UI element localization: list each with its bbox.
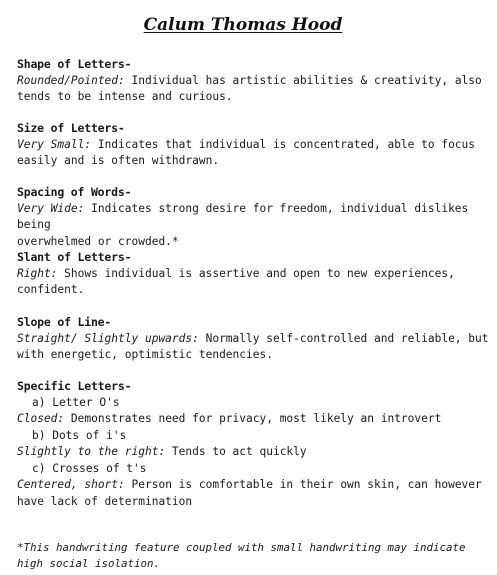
section-body (17, 73, 489, 90)
sub-item-label: b) Dots of i's (32, 428, 127, 442)
sub-item-body (17, 411, 489, 428)
section-text: Indicates that individual is concentrated, able to focus (91, 137, 476, 151)
sub-item-text: Tends to act quickly (165, 445, 307, 458)
section-text-cont: tends to be intense and curious. (17, 90, 233, 103)
section-term: Very Small: (17, 137, 92, 151)
sub-item-text-cont: have lack of determination (17, 494, 193, 508)
sub-item-term: Closed: (17, 412, 65, 425)
section-text-cont: easily and is often withdrawn. (17, 154, 220, 167)
section-slant-of-letters (17, 249, 489, 299)
page-title: Calum Thomas Hood (143, 15, 343, 35)
section-text: Individual has artistic abilities & creativity, also (124, 73, 482, 87)
sub-item-text: Person is comfortable in their own skin, can however (124, 478, 482, 491)
section-term: Right: (17, 266, 58, 280)
section-heading: Shape of Letters- (17, 57, 132, 71)
section-specific-letters (17, 378, 489, 510)
section-text: Indicates strong desire for freedom, individual dislikes being (17, 201, 469, 231)
section-body (17, 137, 489, 154)
section-term: Straight/ Slightly upwards: (17, 331, 199, 345)
section-text: Shows individual is assertive and open to new experiences, (57, 266, 455, 280)
section-term: Very Wide: (17, 201, 85, 215)
section-text-cont: overwhelmed or crowded.* (17, 234, 179, 248)
section-body (17, 201, 489, 234)
sub-item-term: Centered, short: (17, 478, 125, 491)
section-text: Normally self-controlled and reliable, but (198, 331, 489, 345)
sub-item-body (17, 477, 489, 494)
section-heading: Specific Letters- (17, 379, 132, 393)
sub-item-label: a) Letter O's (32, 395, 120, 409)
footnote-line: *This handwriting feature coupled with small handwriting may indicate (17, 541, 466, 554)
section-heading: Slant of Letters- (17, 250, 132, 264)
section-spacing-of-words (17, 184, 489, 250)
section-term: Rounded/Pointed: (17, 73, 125, 87)
section-heading: Slope of Line- (17, 315, 112, 329)
section-heading: Size of Letters- (17, 121, 125, 135)
section-text-cont: confident. (17, 283, 85, 296)
sub-item-body (17, 444, 489, 461)
section-body (17, 266, 489, 283)
section-body (17, 331, 489, 348)
footnote-line: high social isolation. (17, 557, 161, 570)
sub-item-label: c) Crosses of t's (32, 461, 147, 475)
section-text-cont: with energetic, optimistic tendencies. (17, 348, 273, 361)
sub-item-text: Demonstrates need for privacy, most likely an introvert (64, 412, 442, 425)
section-slope-of-line (17, 314, 489, 364)
sub-item-term: Slightly to the right: (17, 445, 166, 458)
section-heading: Spacing of Words- (17, 185, 132, 199)
section-size-of-letters (17, 120, 489, 170)
section-shape-of-letters (17, 56, 489, 106)
footnote (17, 540, 489, 572)
